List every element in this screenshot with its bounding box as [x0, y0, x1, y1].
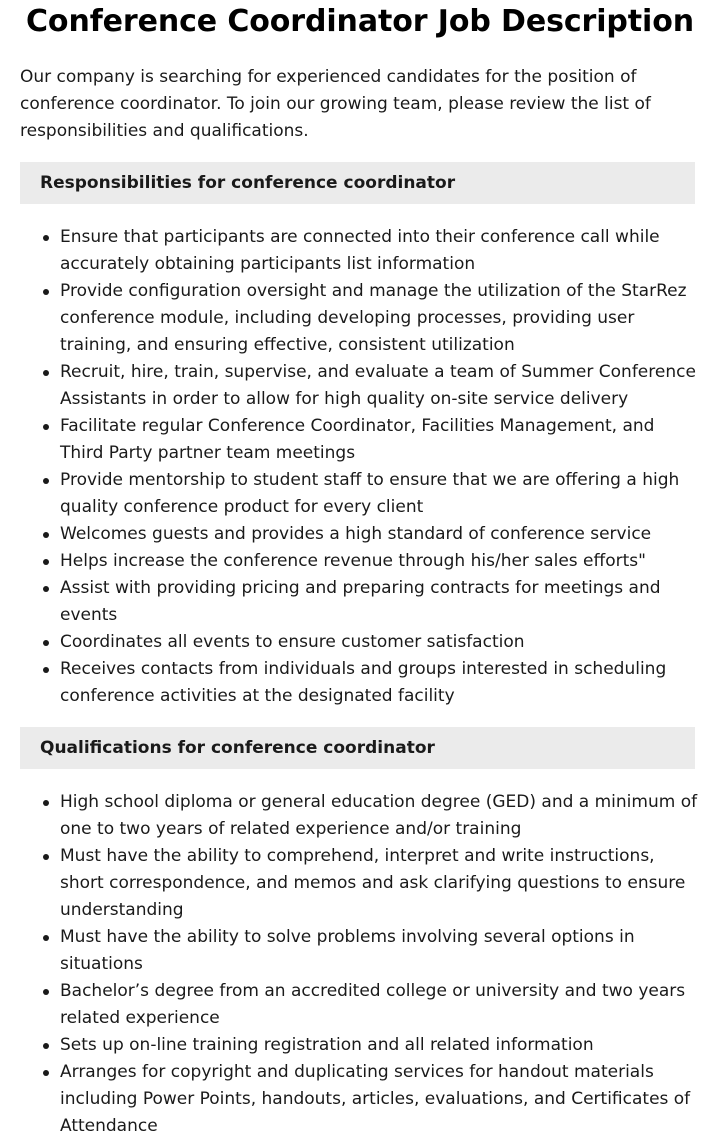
- intro-paragraph: Our company is searching for experienced candidates for the position of conference coordinator. To join our growing team, please review the list of responsibilities and qualifications.: [20, 67, 651, 141]
- list-item: [60, 575, 700, 629]
- list-item: [60, 978, 700, 1032]
- bullet-icon: [43, 935, 49, 941]
- list-item-text: Bachelor’s degree from an accredited college or university and two years related experience: [60, 981, 686, 1028]
- list-item: [60, 629, 700, 656]
- list-item: [60, 656, 700, 710]
- list-item: [60, 1059, 700, 1140]
- page-title: Conference Coordinator Job Description: [26, 4, 694, 39]
- list-item-text: Must have the ability to comprehend, interpret and write instructions, short correspondence, and memos and ask clarifying questions to ensure understanding: [60, 846, 686, 920]
- qualifications-heading: Qualifications for conference coordinator: [20, 727, 695, 769]
- bullet-icon: [43, 640, 49, 646]
- list-item-text: Coordinates all events to ensure customer satisfaction: [60, 632, 525, 652]
- bullet-icon: [43, 989, 49, 995]
- list-item: [60, 1032, 700, 1059]
- bullet-icon: [43, 370, 49, 376]
- list-item-text: Ensure that participants are connected into their conference call while accurately obtaining participants list information: [60, 227, 660, 274]
- list-item: [60, 843, 700, 924]
- list-item-text: Arranges for copyright and duplicating services for handout materials including Power Points, handouts, articles, evaluations, and Certificates of Attendance: [60, 1062, 691, 1136]
- list-item: [60, 359, 700, 413]
- list-item-text: Assist with providing pricing and preparing contracts for meetings and events: [60, 578, 661, 625]
- list-item: [60, 521, 700, 548]
- list-item: [60, 413, 700, 467]
- list-item-text: Sets up on-line training registration and all related information: [60, 1035, 594, 1055]
- list-item-text: Helps increase the conference revenue through his/her sales efforts": [60, 551, 646, 571]
- qualifications-list: [0, 789, 700, 1140]
- list-item-text: Receives contacts from individuals and groups interested in scheduling conference activities at the designated facility: [60, 659, 667, 706]
- bullet-icon: [43, 235, 49, 241]
- bullet-icon: [43, 854, 49, 860]
- list-item: [60, 224, 700, 278]
- list-item: [60, 278, 700, 359]
- list-item: [60, 467, 700, 521]
- responsibilities-list: [0, 224, 700, 710]
- list-item: [60, 548, 700, 575]
- list-item-text: Facilitate regular Conference Coordinator, Facilities Management, and Third Party partner team meetings: [60, 416, 655, 463]
- list-item-text: High school diploma or general education degree (GED) and a minimum of one to two years of related experience and/or training: [60, 792, 698, 839]
- list-item-text: Welcomes guests and provides a high standard of conference service: [60, 524, 652, 544]
- list-item: [60, 924, 700, 978]
- bullet-icon: [43, 1043, 49, 1049]
- bullet-icon: [43, 532, 49, 538]
- list-item-text: Provide configuration oversight and manage the utilization of the StarRez conference module, including developing processes, providing user training, and ensuring effective, consistent utilization: [60, 281, 687, 355]
- bullet-icon: [43, 424, 49, 430]
- list-item: [60, 789, 700, 843]
- list-item-text: Recruit, hire, train, supervise, and evaluate a team of Summer Conference Assistants in order to allow for high quality on-site service delivery: [60, 362, 696, 409]
- bullet-icon: [43, 586, 49, 592]
- bullet-icon: [43, 667, 49, 673]
- bullet-icon: [43, 1070, 49, 1076]
- bullet-icon: [43, 559, 49, 565]
- bullet-icon: [43, 478, 49, 484]
- list-item-text: Provide mentorship to student staff to ensure that we are offering a high quality conference product for every client: [60, 470, 680, 517]
- bullet-icon: [43, 289, 49, 295]
- list-item-text: Must have the ability to solve problems involving several options in situations: [60, 927, 635, 974]
- responsibilities-heading: Responsibilities for conference coordinator: [20, 162, 695, 204]
- bullet-icon: [43, 800, 49, 806]
